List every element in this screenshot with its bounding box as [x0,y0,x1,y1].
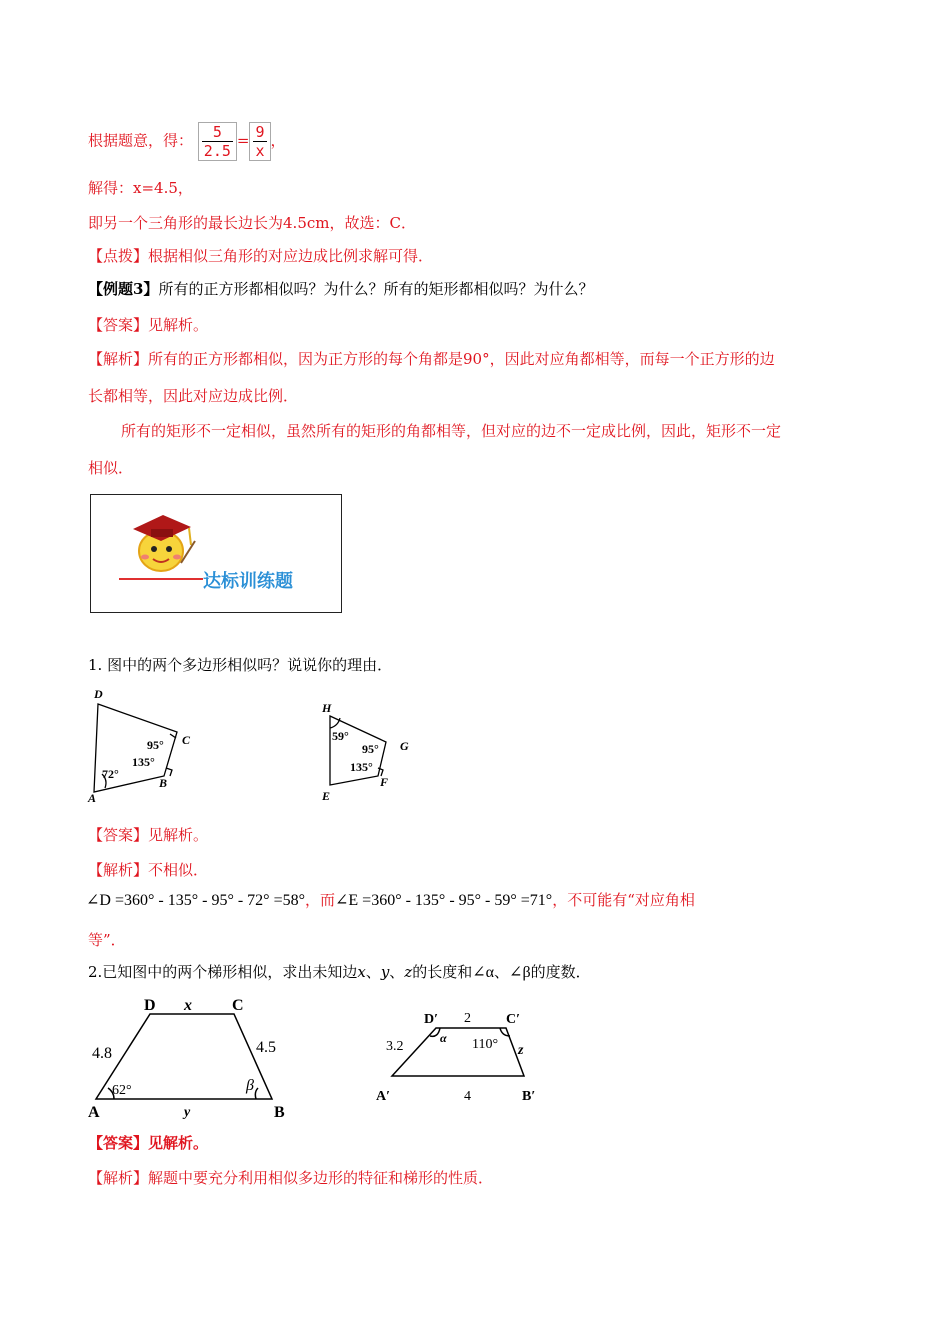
example3-analysis-3: 所有的矩形不一定相似，虽然所有的矩形的角都相等，但对应的边不一定成比例，因此，矩形不一定 [121,422,782,440]
angle-beta: β [246,1077,254,1094]
figure-trapezoids [86,992,556,1122]
label-z: z [518,1043,524,1058]
label-d: D [94,687,103,701]
fraction-right: $\frac{9}{x}$ [249,122,270,161]
label-h: H [322,701,332,715]
example3-analysis-1: 【解析】所有的正方形都相似，因为正方形的每个角都是90°，因此对应角都相等，而每一个正方形的边 [88,350,775,368]
label-y: y [184,1105,191,1120]
angle-c: 95° [147,738,164,752]
mascot-icon [119,501,199,581]
label-d2p: D′ [424,1012,439,1027]
label-a2: A [88,1104,100,1121]
label-a: A [88,791,97,804]
equation-prefix: 根据题意，得： [88,131,194,150]
analysis-1: 【解析】不相似． [88,861,209,879]
angle-62: 62° [112,1083,132,1098]
hint-line: 【点拨】根据相似三角形的对应边成比例求解可得． [88,247,434,265]
angle-alpha: α [440,1031,447,1045]
angle-f: 135° [350,760,373,774]
label-b: B [159,776,168,790]
question-1: 1. 图中的两个多边形相似吗？说说你的理由． [88,656,393,674]
figure-polygons [86,684,416,804]
banner-title: 达标训练题 [203,571,293,592]
angle-equation-end: 等”． [88,931,126,949]
banner-rule [119,578,203,580]
label-b2p: B′ [522,1089,536,1104]
label-a2p: A′ [376,1089,391,1104]
label-c2: C [232,997,244,1014]
analysis-2: 【解析】解题中要充分利用相似多边形的特征和梯形的性质． [88,1169,494,1187]
example3-analysis-2: 长都相等，因此对应边成比例． [88,387,299,405]
angle-110: 110° [472,1037,499,1052]
label-g: G [400,739,409,753]
example3-question: 【例题3】所有的正方形都相似吗？为什么？所有的矩形都相似吗？为什么？ [88,280,594,298]
answer-1: 【答案】见解析。 [88,826,209,844]
label-b2: B [274,1104,285,1121]
angle-h: 59° [332,729,349,743]
example3-answer: 【答案】见解析。 [88,316,209,334]
label-x: x [184,997,192,1014]
example3-analysis-4: 相似． [88,459,134,477]
trapezoid-abcd-prime [392,1028,524,1076]
label-c: C [182,733,191,747]
angle-b: 135° [132,755,155,769]
fraction-left: $\frac{5}{2.5}$ [198,122,237,161]
label-45: 4.5 [256,1039,276,1056]
angle-a: 72° [102,767,119,781]
label-2: 2 [464,1011,471,1026]
label-32: 3.2 [386,1039,404,1054]
angle-equation: ∠D =360° - 135° - 95° - 72° =58°，而∠E =360° - 135° - 95° - 59° =71°，不可能有“对应角相 [86,891,695,909]
label-c2p: C′ [506,1012,521,1027]
question-2: 2.已知图中的两个梯形相似，求出未知边x、y、z的长度和∠α、∠β的度数． [88,963,591,981]
angle-g: 95° [362,742,379,756]
label-48: 4.8 [92,1045,112,1062]
label-f: F [380,775,389,789]
answer-2: 【答案】见解析。 [88,1134,209,1152]
solution-line: 解得：x=4.5， [88,179,193,197]
equation-line: 根据题意，得： $\frac{5}{2.5}$ = $\frac{9}{x}$ ， [88,123,286,160]
practice-banner [90,494,342,613]
label-4: 4 [464,1089,471,1104]
label-d2: D [144,997,156,1014]
label-e: E [322,789,331,803]
conclusion-line: 即另一个三角形的最长边长为4.5cm，故选：C． [88,214,416,232]
